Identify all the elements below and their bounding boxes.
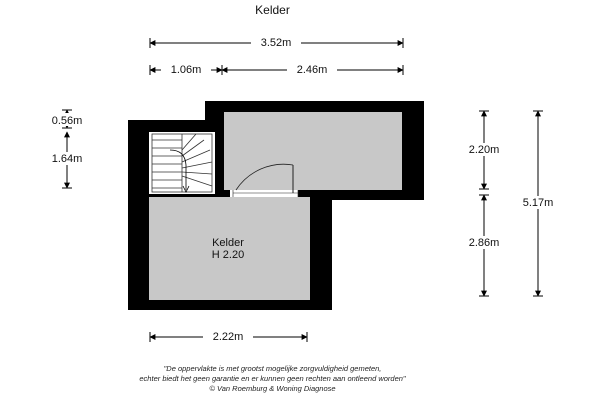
dim-total-height-label: 5.17m bbox=[522, 197, 554, 209]
dim-segment-right-label: 2.46m bbox=[296, 64, 328, 76]
room-name: Kelder bbox=[212, 237, 244, 249]
inner-wall bbox=[215, 112, 224, 194]
disclaimer-line-2: echter biedt het geen garantie en er kunnen geen rechten aan ontleend worden" bbox=[139, 374, 406, 383]
dim-stair-length-label: 1.64m bbox=[51, 153, 83, 165]
dim-top-offset-label: 0.56m bbox=[51, 115, 83, 127]
staircase bbox=[152, 134, 212, 192]
dim-total-width-label: 3.52m bbox=[260, 37, 292, 49]
disclaimer-line-3: © Van Roemburg & Woning Diagnose bbox=[209, 384, 336, 393]
disclaimer-line-1: "De oppervlakte is met grootst mogelijke zorgvuldigheid gemeten, bbox=[163, 364, 382, 373]
disclaimer bbox=[0, 364, 545, 394]
dim-segment-left-label: 1.06m bbox=[170, 64, 202, 76]
plan-title: Kelder bbox=[255, 3, 290, 17]
room-height: H 2.20 bbox=[211, 249, 245, 261]
dim-bottom-width-label: 2.22m bbox=[212, 331, 244, 343]
upper-room-floor bbox=[224, 112, 402, 190]
dim-lower-height-label: 2.86m bbox=[468, 237, 500, 249]
dim-upper-height-label: 2.20m bbox=[468, 144, 500, 156]
